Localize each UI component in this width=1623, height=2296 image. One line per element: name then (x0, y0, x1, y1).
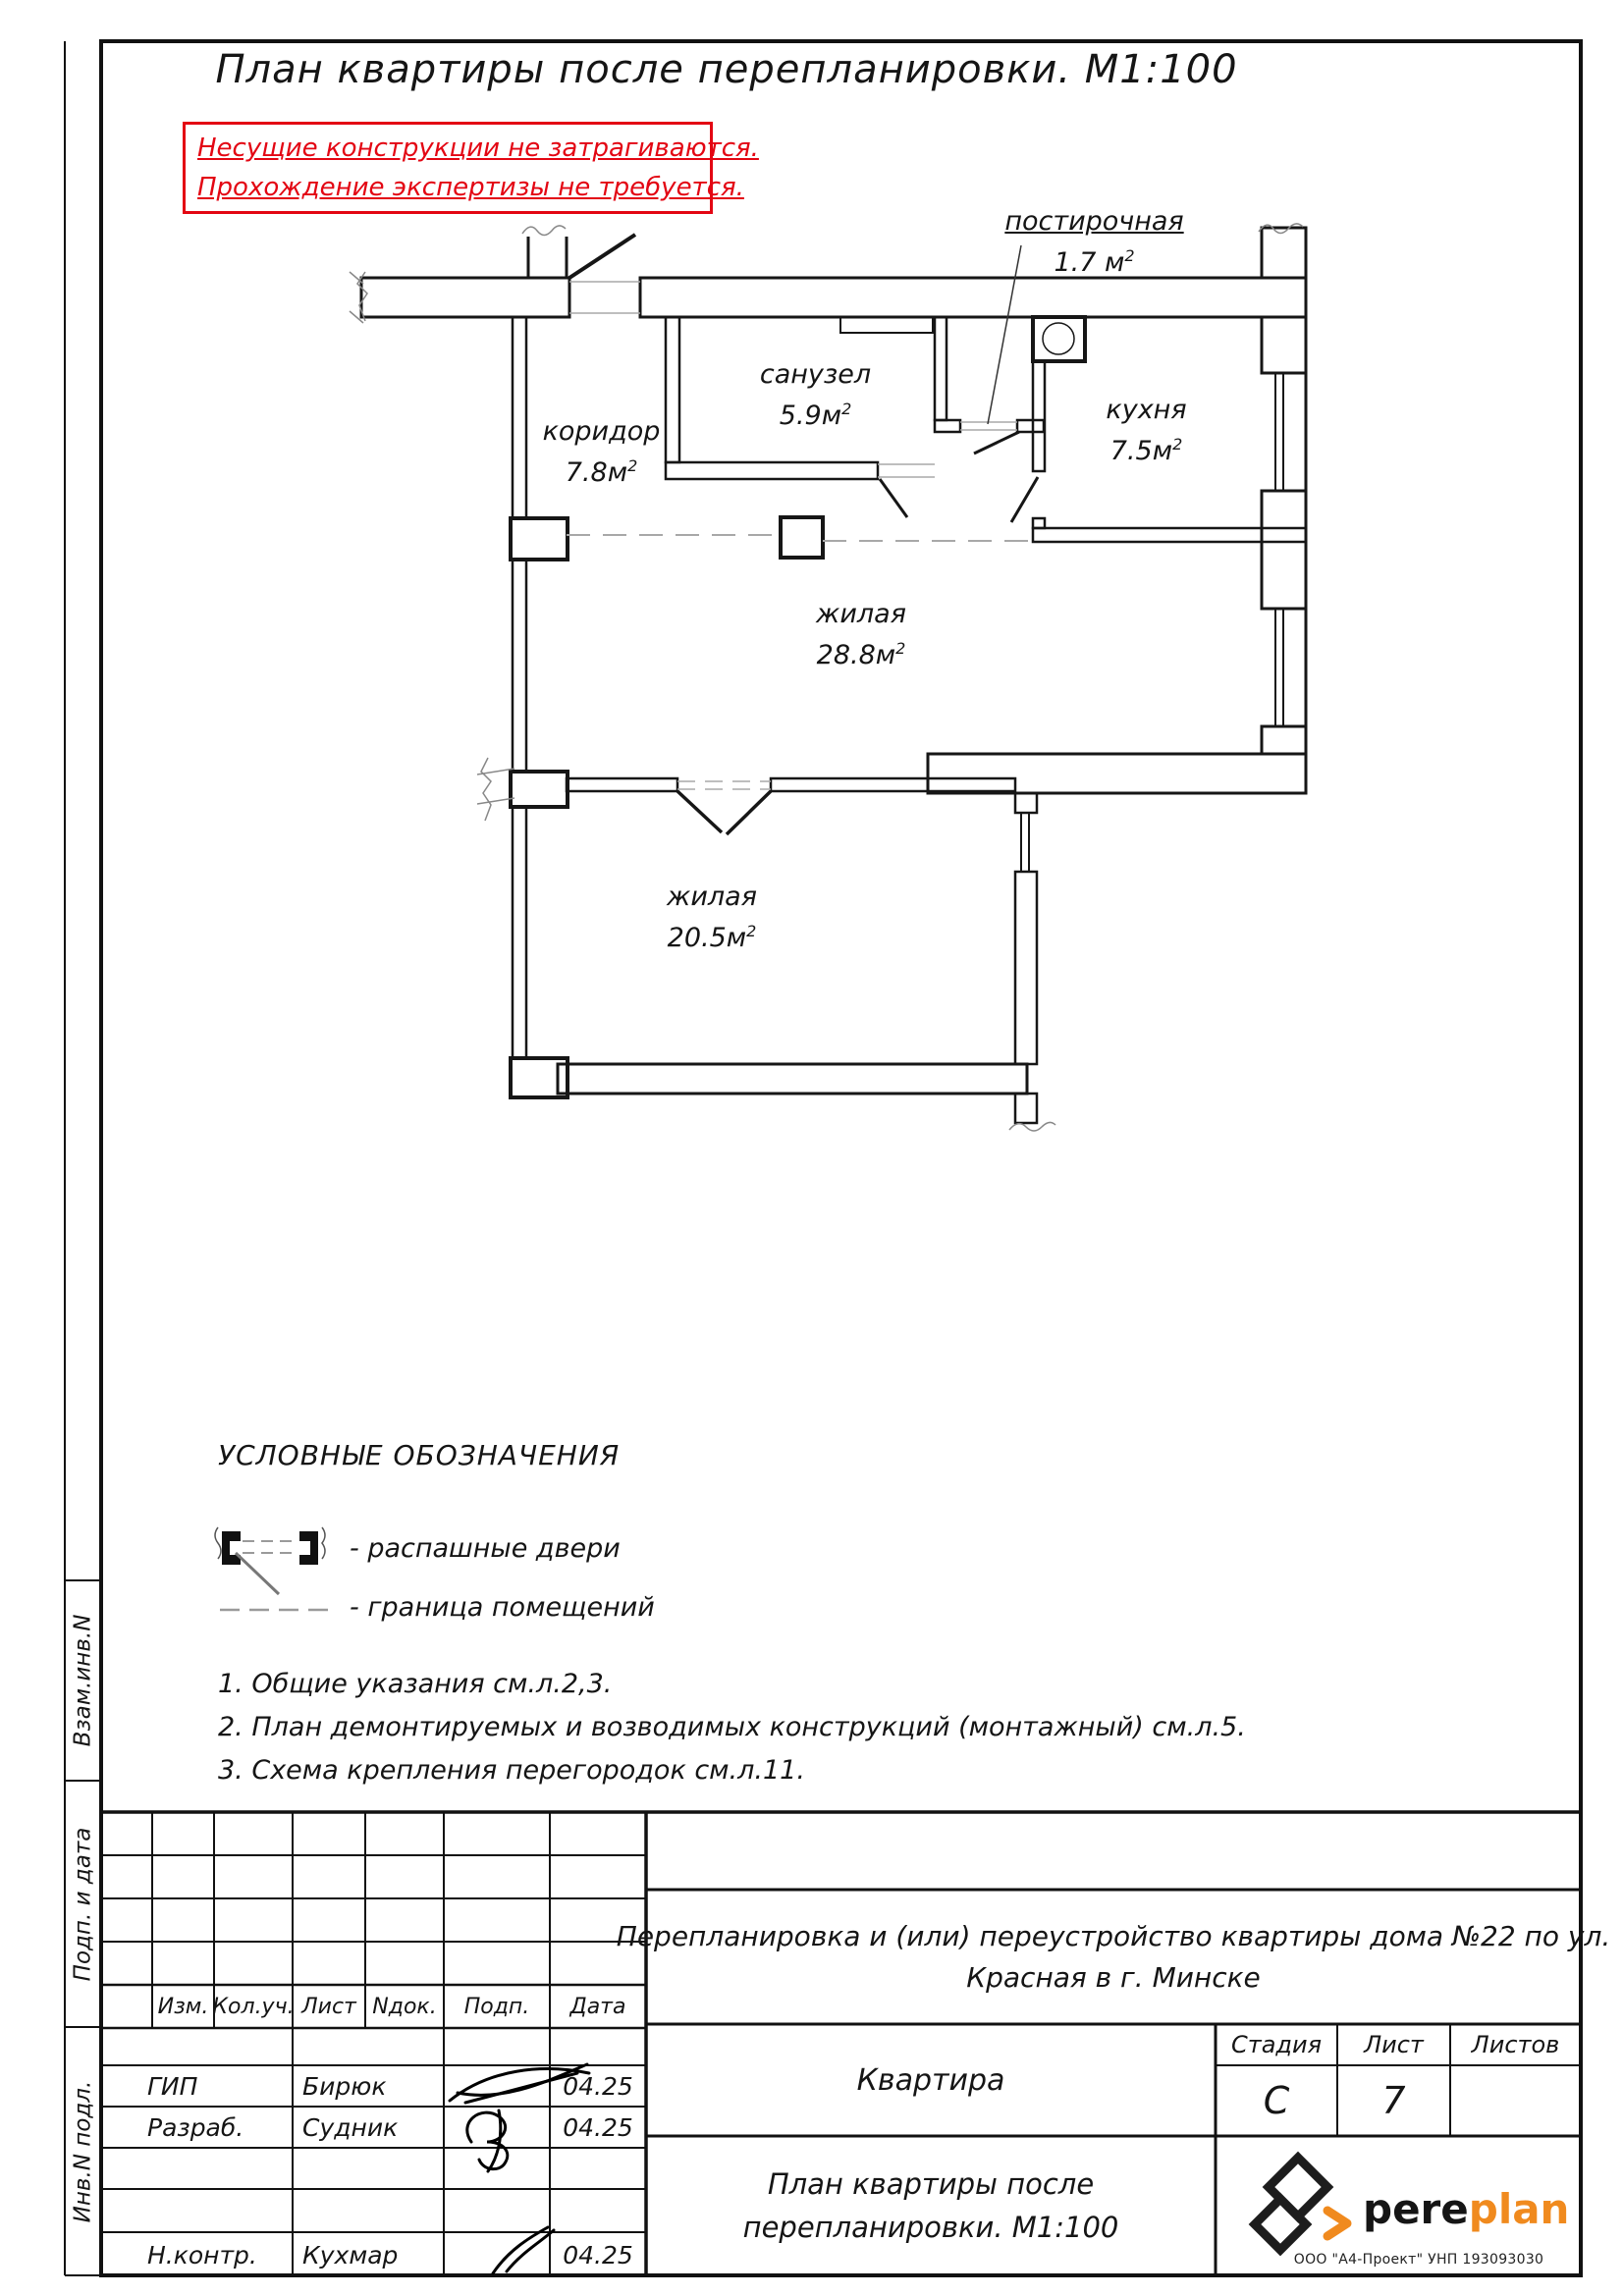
warning-line-1: Несущие конструкции не затрагиваются. (197, 133, 759, 164)
warning-line-2: Прохождение экспертизы не требуется. (197, 172, 744, 202)
stamp-role-nkontr: Н.контр. (147, 2240, 257, 2269)
margin-label-podp: Подп. и дата (70, 1827, 96, 1981)
stamp-date-gip: 04.25 (563, 2071, 633, 2101)
stamp-col-ndok: Nдок. (372, 1994, 437, 2019)
kitchen-door-swing (1011, 477, 1038, 522)
room-label-corridor: коридор $7.8м^2$ (542, 416, 661, 488)
stamp-col-list: Лист (301, 1994, 356, 2019)
bathroom-door-swing (880, 479, 907, 517)
stamp-date-razrab: 04.25 (563, 2112, 633, 2142)
pereplan-logo-icon (1255, 2158, 1347, 2250)
entry-door-swing (569, 235, 635, 278)
stamp-col-izm: Изм. (157, 1994, 209, 2019)
page-title: План квартиры после перепланировки. М1:100 (215, 47, 1238, 92)
note-1: 1. Общие указания см.л.2,3. (218, 1669, 613, 1699)
general-notes (218, 1663, 1246, 1792)
company-info: ООО "А4-Проект" УНП 193093030 (1293, 2252, 1544, 2268)
stamp-col-koluch: Кол.уч. (212, 1994, 295, 2019)
stamp-name-nkontr: Кухмар (302, 2240, 399, 2269)
laundry-door-swing (974, 432, 1019, 454)
legend-heading: УСЛОВНЫЕ ОБОЗНАЧЕНИЯ (218, 1439, 621, 1471)
stamp-name-razrab: Судник (302, 2112, 399, 2142)
pereplan-brand: pereplan (1363, 2185, 1570, 2233)
drawing-title: План квартиры после перепланировки. М1:100 (742, 2167, 1119, 2244)
sheet-label: Лист (1364, 2031, 1424, 2058)
room-label-bathroom: санузел $5.9м^2$ (759, 359, 872, 431)
room-label-laundry: постирочная 1.7 $м^2$ (1004, 206, 1184, 278)
object-name: Квартира (856, 2062, 1005, 2098)
note-2: 2. План демонтируемых и возводимых конструкций (монтажный) см.л.5. (218, 1712, 1246, 1742)
sheets-value (1450, 2065, 1581, 2136)
warning-box (183, 122, 759, 214)
swing-doors-symbol (215, 1527, 325, 1594)
margin-label-vzam: Взам.инв.N (70, 1614, 96, 1747)
double-door-leaf-left (677, 791, 722, 832)
stamp-date-nkontr: 04.25 (563, 2240, 633, 2269)
project-title: Перепланировка и (или) переустройство квартиры дома №22 по ул. Красная в г. Минске (616, 1919, 1611, 1994)
legend-item-doors: - распашные двери (350, 1533, 621, 1564)
stage-value: С (1263, 2079, 1290, 2122)
boundary-column (781, 517, 823, 558)
room-label-kitchen: кухня $7.5м^2$ (1106, 395, 1187, 466)
stamp-name-gip: Бирюк (302, 2071, 387, 2101)
sheet-value: 7 (1381, 2079, 1406, 2122)
stamp-col-podp: Подп. (463, 1994, 530, 2019)
margin-label-inv: Инв.N подл. (70, 2080, 96, 2222)
stamp-role-gip: ГИП (147, 2071, 198, 2101)
note-3: 3. Схема крепления перегородок см.л.11. (218, 1755, 805, 1786)
signature-nkontr (493, 2227, 548, 2273)
stage-label: Стадия (1230, 2031, 1323, 2058)
bathroom-niche (840, 317, 933, 333)
legend-item-boundary: - граница помещений (350, 1592, 655, 1623)
double-door-leaf-right (727, 791, 771, 834)
room-label-living-1: жилая $28.8м^2$ (816, 599, 906, 670)
stamp-role-razrab: Разраб. (147, 2112, 244, 2142)
room-label-living-2: жилая $20.5м^2$ (667, 881, 757, 953)
sheets-label: Листов (1471, 2031, 1560, 2058)
stamp-col-data: Дата (569, 1994, 626, 2019)
